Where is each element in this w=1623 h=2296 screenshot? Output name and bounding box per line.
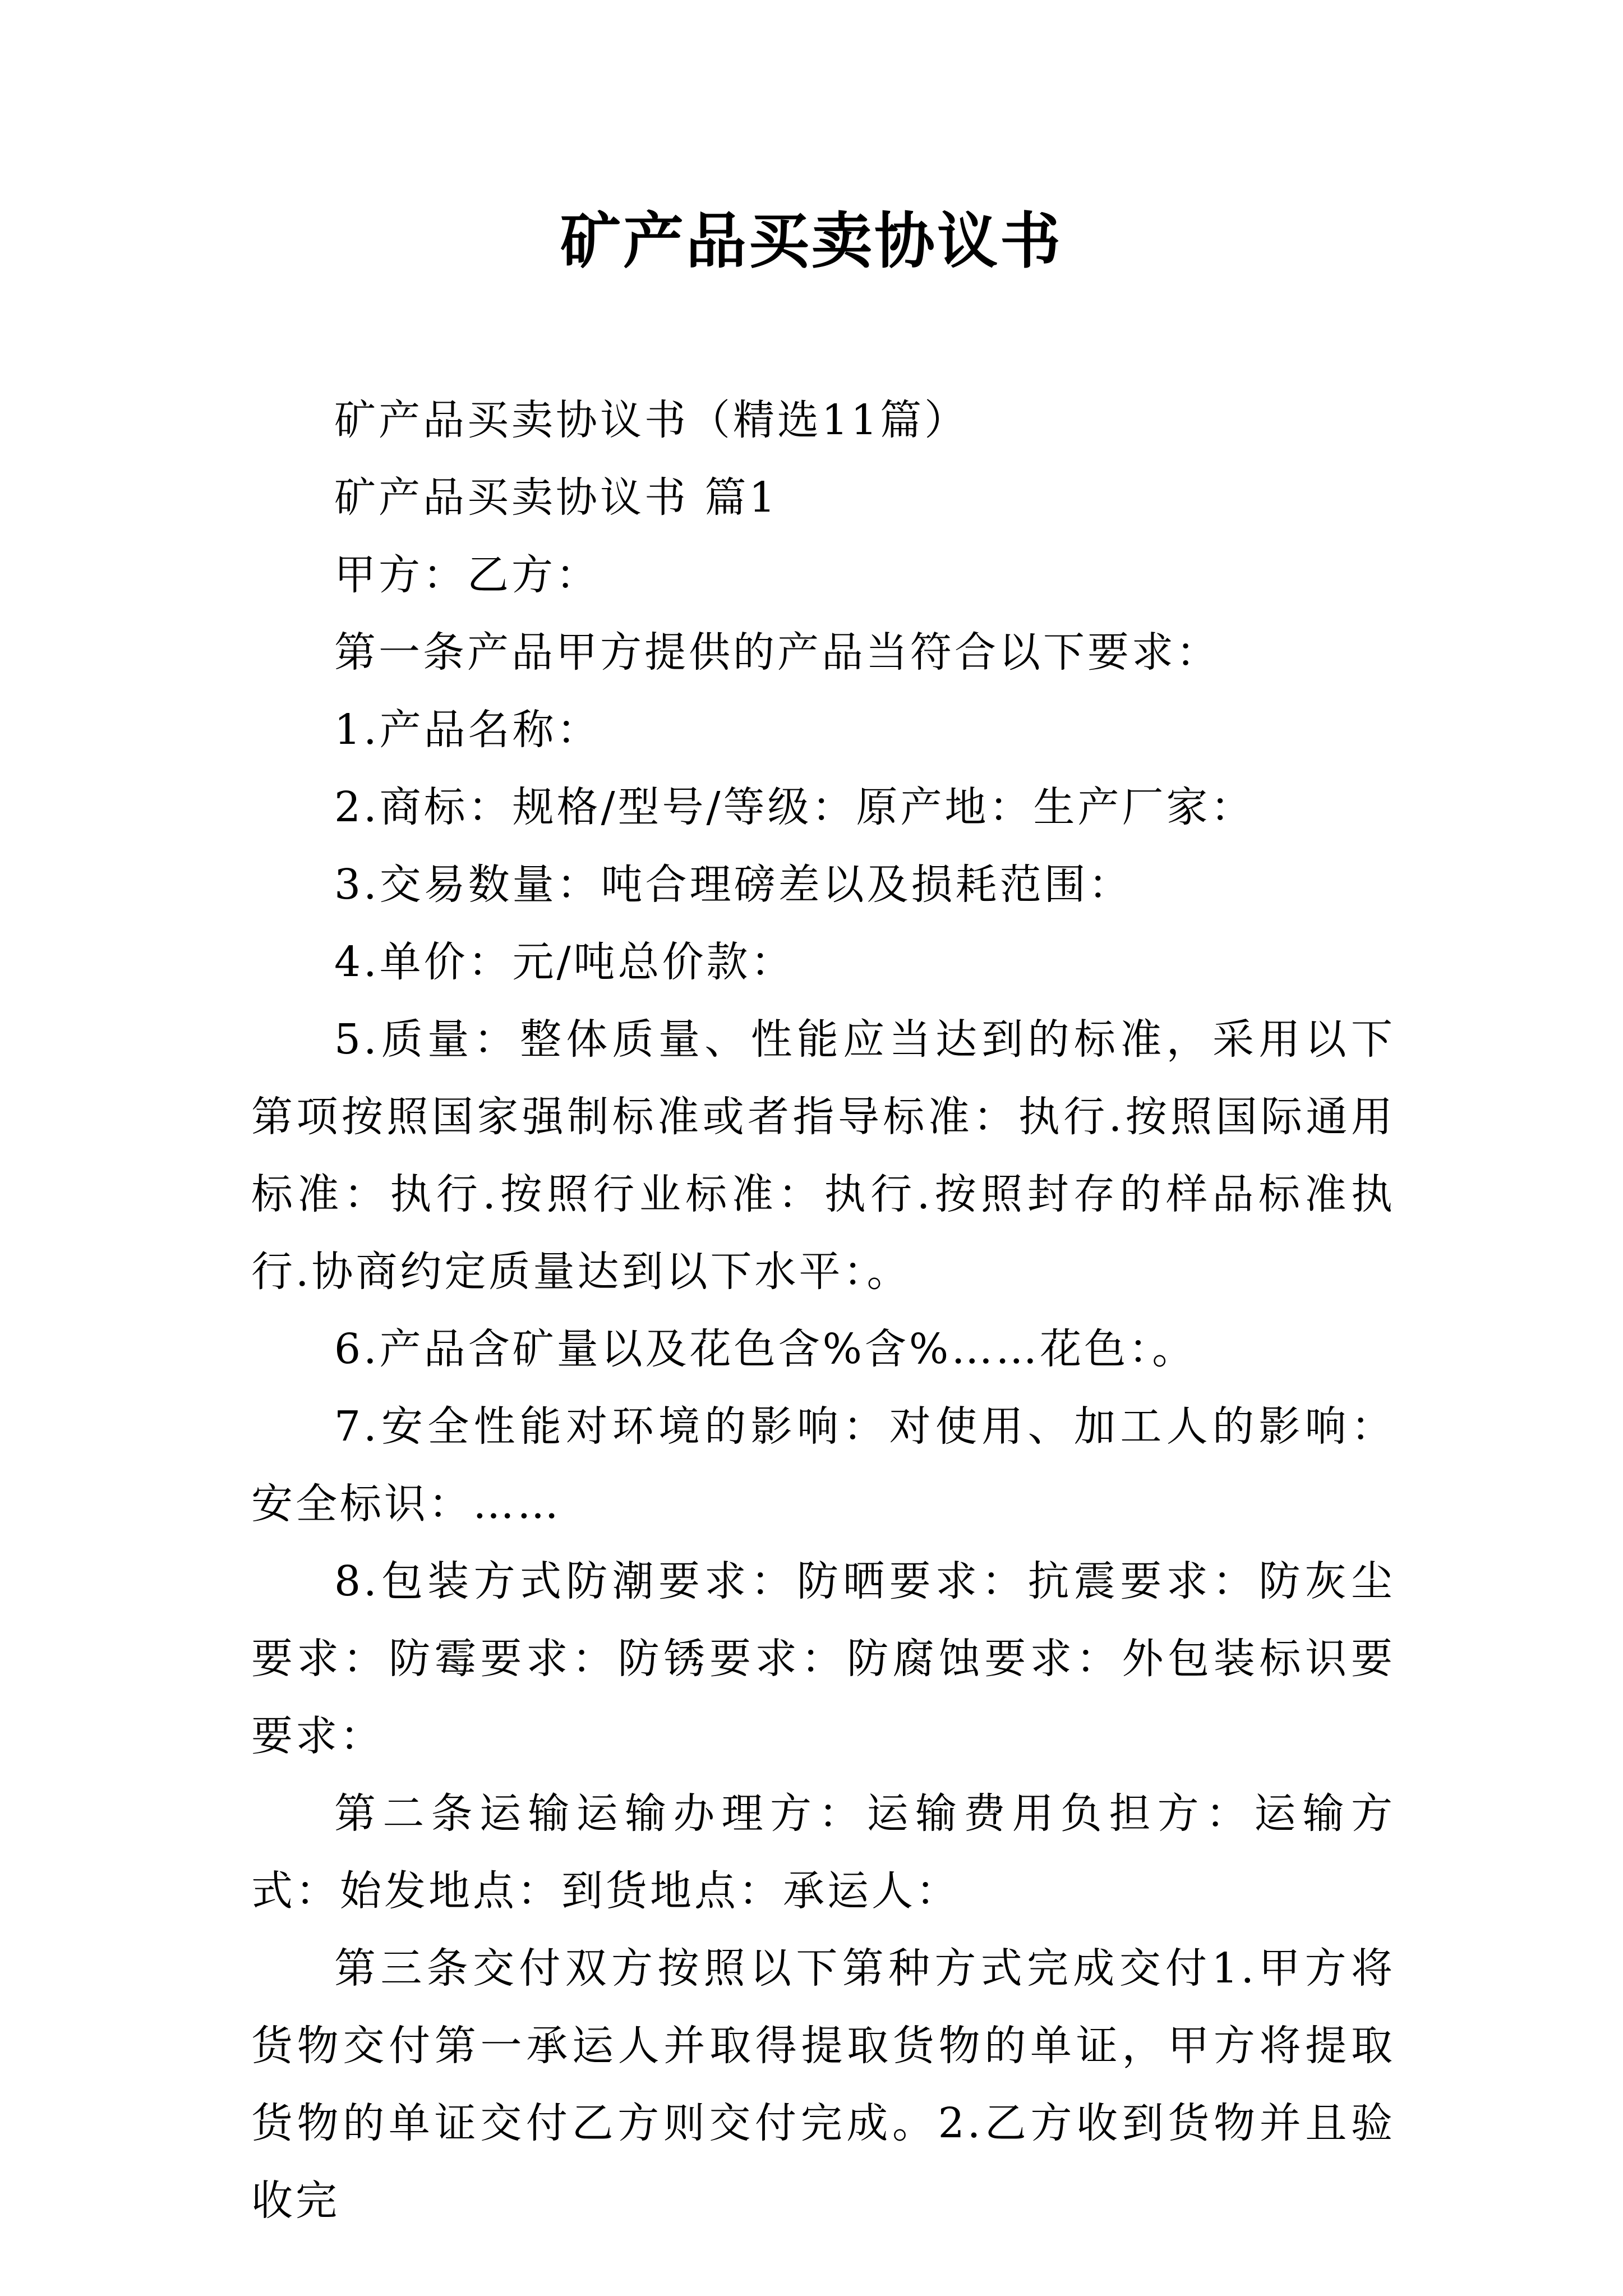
paragraph-item-5: 5.质量：整体质量、性能应当达到的标准，采用以下第项按照国家强制标准或者指导标准：执行.按照国际通用标准：执行.按照行业标准：执行.按照封存的样品标准执行.协商约定质量达到以下水平：。 [251, 1015, 1395, 1296]
paragraph-article-2: 第二条运输运输办理方：运输费用负担方：运输方式：始发地点：到货地点：承运人： [251, 1789, 1395, 1915]
paragraph-item-6: 6.产品含矿量以及花色含%含%……花色：。 [334, 1325, 1197, 1373]
paragraph-item-4: 4.单价：元/吨总价款： [334, 938, 795, 986]
document-title: 矿产品买卖协议书 [560, 206, 1063, 277]
paragraph-item-8: 8.包装方式防潮要求：防晒要求：抗震要求：防灰尘要求：防霉要求：防锈要求：防腐蚀要求：外包装标识要要求： [251, 1557, 1395, 1760]
paragraph-parties: 甲方：乙方： [334, 551, 600, 599]
paragraph-article-1: 第一条产品甲方提供的产品当符合以下要求： [334, 628, 1220, 677]
paragraph-item-3: 3.交易数量：吨合理磅差以及损耗范围： [334, 861, 1133, 909]
document-body [251, 381, 1395, 2239]
paragraph-section-heading: 矿产品买卖协议书 篇1 [334, 473, 778, 522]
paragraph-article-3: 第三条交付双方按照以下第种方式完成交付1.甲方将货物交付第一承运人并取得提取货物的单证，甲方将提取货物的单证交付乙方则交付完成。2.乙方收到货物并且验收完 [251, 1944, 1395, 2225]
paragraph-item-2: 2.商标：规格/型号/等级：原产地：生产厂家： [334, 783, 1255, 831]
paragraph-item-7: 7.安全性能对环境的影响：对使用、加工人的影响：安全标识：…… [251, 1402, 1395, 1528]
paragraph-subtitle: 矿产品买卖协议书（精选11篇） [334, 396, 969, 444]
paragraph-item-1: 1.产品名称： [334, 706, 601, 754]
